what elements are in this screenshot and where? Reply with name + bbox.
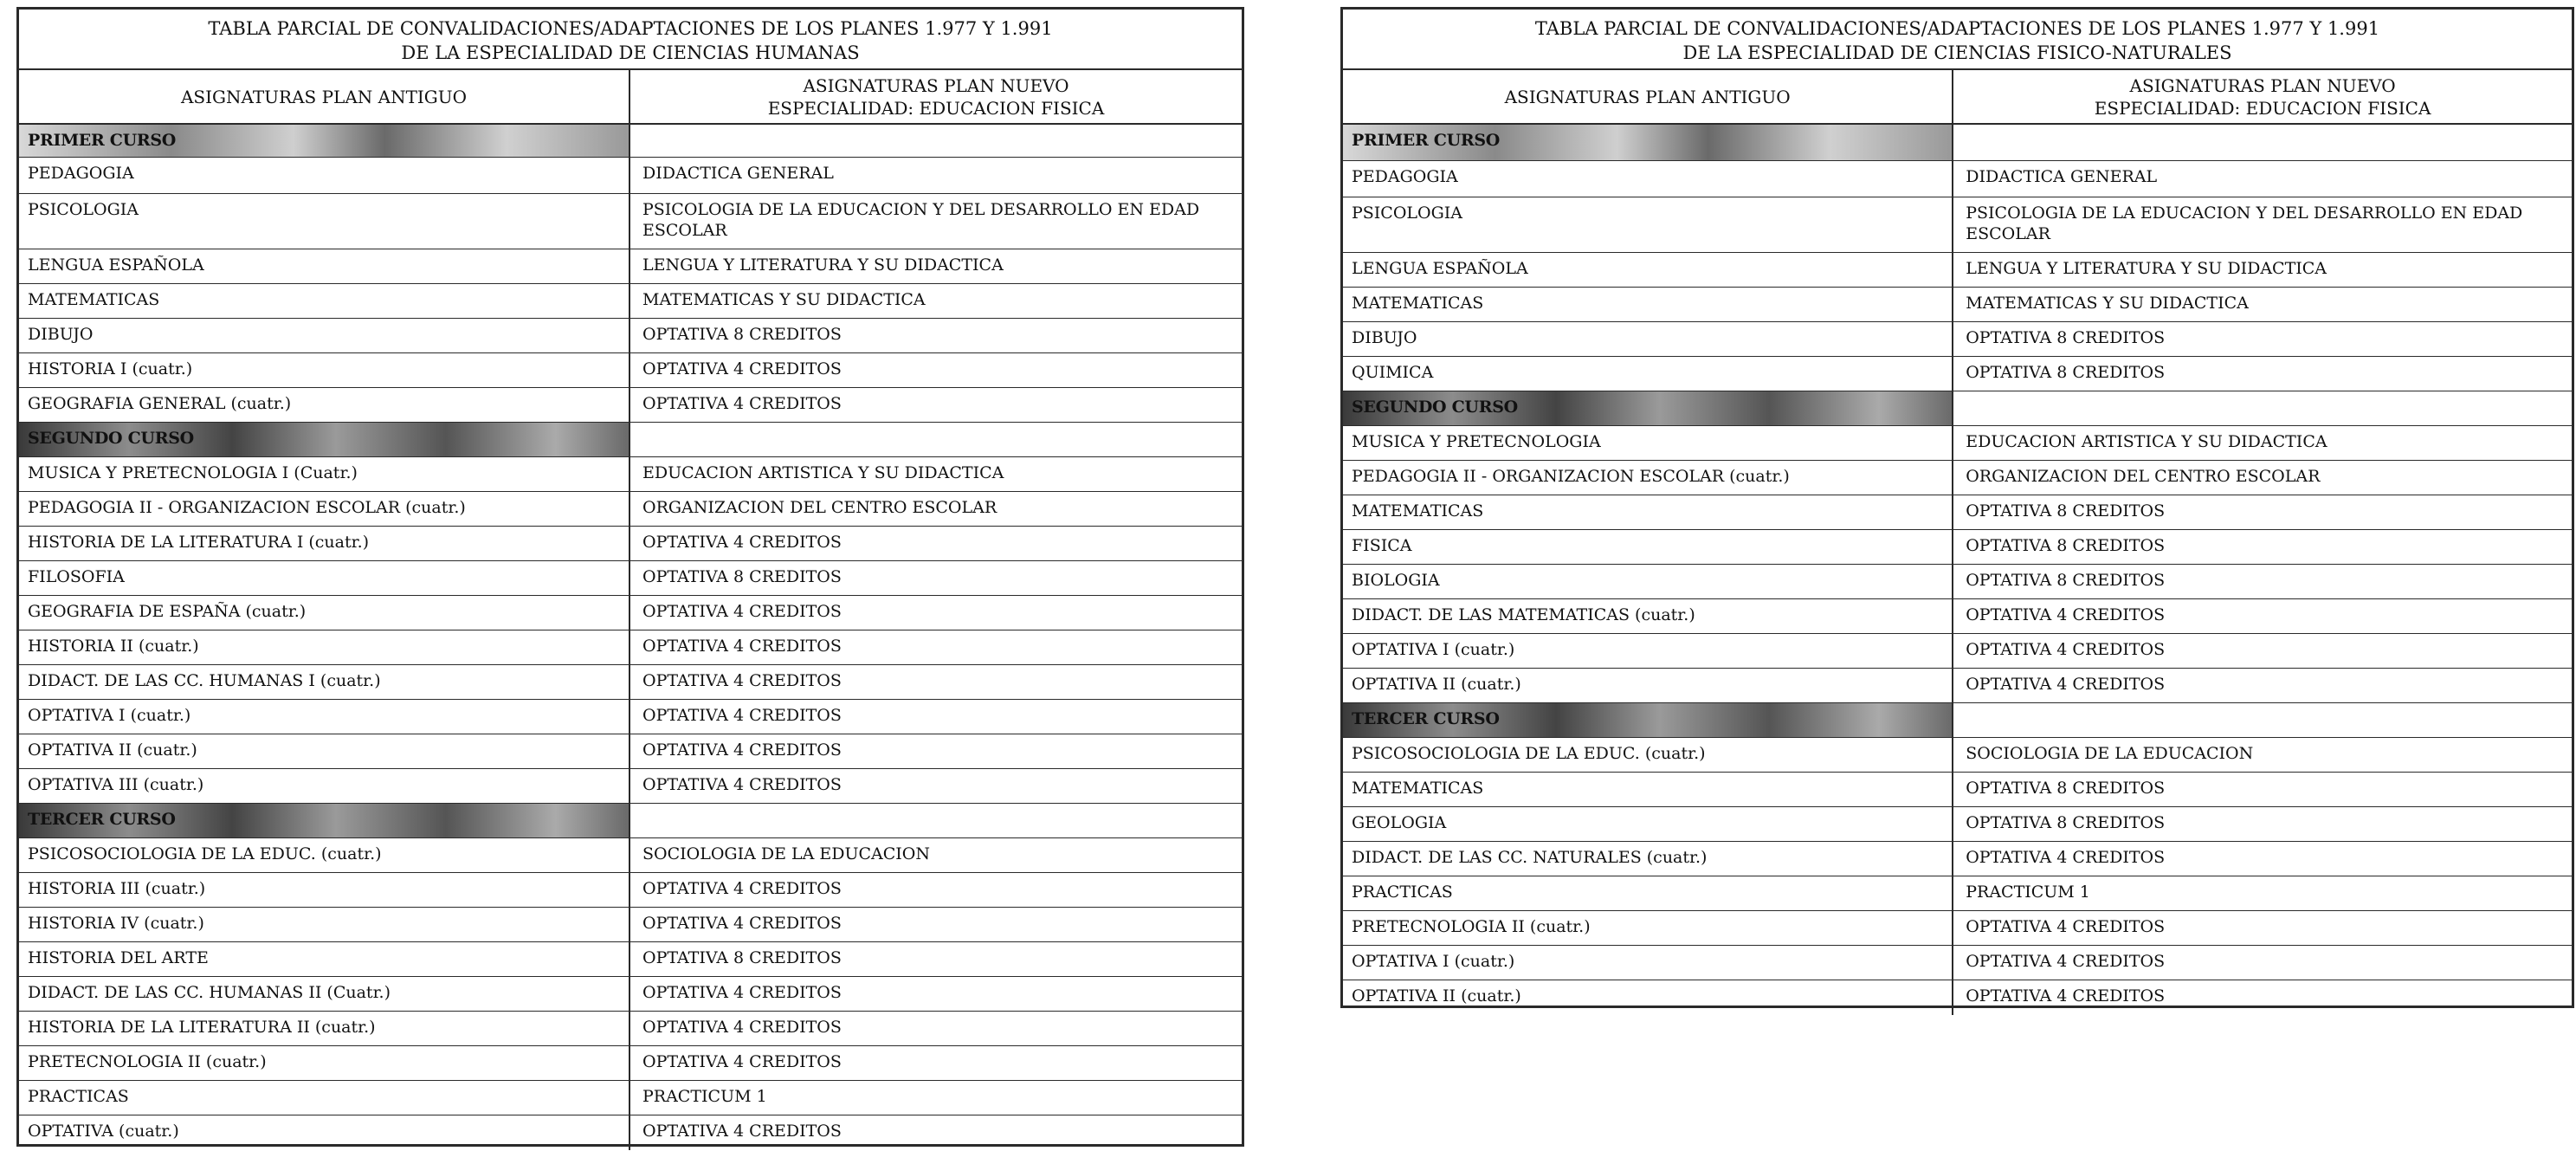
section-row bbox=[1343, 703, 2572, 738]
cell-plan-nuevo bbox=[630, 125, 1242, 157]
table-row bbox=[1343, 161, 2572, 197]
cell-plan-nuevo: EDUCACION ARTISTICA Y SU DIDACTICA bbox=[1966, 432, 2327, 451]
cell-plan-antiguo: HISTORIA II (cuatr.) bbox=[19, 630, 630, 664]
cell-plan-antiguo: BIOLOGIA bbox=[1343, 565, 1953, 598]
table-row bbox=[19, 561, 1242, 596]
section-row bbox=[1343, 391, 2572, 426]
table-row bbox=[1343, 253, 2572, 288]
table-row bbox=[1343, 807, 2572, 842]
cell-plan-nuevo: OPTATIVA 4 CREDITOS bbox=[1966, 986, 2166, 1006]
table-header bbox=[19, 70, 1242, 125]
table-row bbox=[19, 1012, 1242, 1046]
cell-plan-antiguo: PRETECNOLOGIA II (cuatr.) bbox=[1343, 911, 1953, 945]
cell-plan-nuevo: OPTATIVA 8 CREDITOS bbox=[1966, 363, 2166, 382]
cell-plan-antiguo: PSICOLOGIA bbox=[1343, 197, 1953, 252]
cell-plan-nuevo: SOCIOLOGIA DE LA EDUCACION bbox=[642, 844, 930, 863]
cell-plan-nuevo: OPTATIVA 4 CREDITOS bbox=[1966, 605, 2166, 624]
cell-plan-nuevo: DIDACTICA GENERAL bbox=[642, 164, 834, 183]
cell-plan-antiguo: MUSICA Y PRETECNOLOGIA bbox=[1343, 426, 1953, 460]
cell-plan-nuevo: OPTATIVA 4 CREDITOS bbox=[642, 740, 842, 760]
cell-plan-antiguo: PSICOSOCIOLOGIA DE LA EDUC. (cuatr.) bbox=[19, 838, 630, 872]
cell-plan-antiguo: MUSICA Y PRETECNOLOGIA I (Cuatr.) bbox=[19, 457, 630, 491]
header-plan-nuevo-line-1: ASIGNATURAS PLAN NUEVO bbox=[2129, 74, 2396, 96]
header-plan-nuevo bbox=[630, 70, 1242, 123]
cell-plan-nuevo: ORGANIZACION DEL CENTRO ESCOLAR bbox=[1966, 467, 2321, 486]
cell-plan-nuevo: OPTATIVA 4 CREDITOS bbox=[642, 602, 842, 621]
cell-plan-antiguo: HISTORIA DE LA LITERATURA II (cuatr.) bbox=[19, 1012, 630, 1045]
table-row bbox=[19, 769, 1242, 804]
table-row bbox=[1343, 634, 2572, 669]
table-row bbox=[1343, 461, 2572, 495]
table-row bbox=[19, 665, 1242, 700]
cell-plan-nuevo: OPTATIVA 4 CREDITOS bbox=[642, 671, 842, 690]
cell-plan-nuevo: OPTATIVA 8 CREDITOS bbox=[1966, 328, 2166, 347]
cell-plan-antiguo: LENGUA ESPAÑOLA bbox=[1343, 253, 1953, 287]
cell-plan-antiguo: HISTORIA IV (cuatr.) bbox=[19, 908, 630, 941]
cell-plan-antiguo: DIDACT. DE LAS CC. NATURALES (cuatr.) bbox=[1343, 842, 1953, 876]
cell-plan-nuevo: OPTATIVA 8 CREDITOS bbox=[642, 325, 842, 344]
cell-plan-antiguo: PRETECNOLOGIA II (cuatr.) bbox=[19, 1046, 630, 1080]
cell-plan-nuevo: PRACTICUM 1 bbox=[642, 1087, 767, 1106]
cell-plan-antiguo: PEDAGOGIA II - ORGANIZACION ESCOLAR (cuatr.) bbox=[1343, 461, 1953, 495]
table-row bbox=[19, 734, 1242, 769]
table-title bbox=[1343, 10, 2572, 70]
cell-plan-antiguo: MATEMATICAS bbox=[1343, 773, 1953, 806]
title-line-2: DE LA ESPECIALIDAD DE CIENCIAS HUMANAS bbox=[401, 42, 860, 63]
cell-plan-nuevo: OPTATIVA 4 CREDITOS bbox=[642, 394, 842, 413]
table-row bbox=[19, 596, 1242, 630]
cell-plan-antiguo: MATEMATICAS bbox=[19, 284, 630, 318]
table-row bbox=[1343, 738, 2572, 773]
cell-plan-nuevo: ORGANIZACION DEL CENTRO ESCOLAR bbox=[642, 498, 997, 517]
cell-plan-antiguo: OPTATIVA I (cuatr.) bbox=[1343, 634, 1953, 668]
table-row bbox=[1343, 876, 2572, 911]
cell-plan-antiguo: FISICA bbox=[1343, 530, 1953, 564]
table-row bbox=[19, 353, 1242, 388]
cell-plan-antiguo: OPTATIVA II (cuatr.) bbox=[19, 734, 630, 768]
cell-plan-nuevo bbox=[1953, 703, 2572, 737]
cell-plan-antiguo: OPTATIVA II (cuatr.) bbox=[1343, 980, 1953, 1015]
section-row bbox=[19, 804, 1242, 838]
cell-plan-nuevo: PSICOLOGIA DE LA EDUCACION Y DEL DESARROLLO EN EDAD ESCOLAR bbox=[642, 200, 1200, 240]
table-row bbox=[19, 873, 1242, 908]
cell-plan-antiguo: MATEMATICAS bbox=[1343, 495, 1953, 529]
cell-plan-nuevo: SOCIOLOGIA DE LA EDUCACION bbox=[1966, 744, 2254, 763]
section-label: TERCER CURSO bbox=[1343, 703, 1953, 737]
cell-plan-nuevo: PSICOLOGIA DE LA EDUCACION Y DEL DESARROLLO EN EDAD ESCOLAR bbox=[1966, 204, 2523, 243]
table-row bbox=[19, 457, 1242, 492]
title-line-1: TABLA PARCIAL DE CONVALIDACIONES/ADAPTACIONES DE LOS PLANES 1.977 Y 1.991 bbox=[208, 18, 1053, 39]
cell-plan-antiguo: OPTATIVA (cuatr.) bbox=[19, 1115, 630, 1150]
cell-plan-antiguo: PEDAGOGIA II - ORGANIZACION ESCOLAR (cuatr.) bbox=[19, 492, 630, 526]
cell-plan-nuevo: OPTATIVA 4 CREDITOS bbox=[642, 533, 842, 552]
table-row bbox=[19, 838, 1242, 873]
cell-plan-antiguo: PRACTICAS bbox=[1343, 876, 1953, 910]
header-plan-nuevo-line-2: ESPECIALIDAD: EDUCACION FISICA bbox=[2094, 97, 2431, 119]
table-row bbox=[19, 249, 1242, 284]
cell-plan-nuevo: PRACTICUM 1 bbox=[1966, 883, 2090, 902]
table-row bbox=[19, 700, 1242, 734]
cell-plan-nuevo: OPTATIVA 4 CREDITOS bbox=[642, 1122, 842, 1141]
cell-plan-nuevo: OPTATIVA 8 CREDITOS bbox=[1966, 813, 2166, 832]
table-body bbox=[1343, 125, 2572, 1015]
cell-plan-antiguo: HISTORIA III (cuatr.) bbox=[19, 873, 630, 907]
table-row bbox=[1343, 842, 2572, 876]
cell-plan-nuevo: OPTATIVA 8 CREDITOS bbox=[1966, 779, 2166, 798]
section-row bbox=[19, 125, 1242, 158]
table-row bbox=[1343, 322, 2572, 357]
cell-plan-antiguo: PEDAGOGIA bbox=[1343, 161, 1953, 197]
table-row bbox=[19, 319, 1242, 353]
table-row bbox=[19, 388, 1242, 423]
cell-plan-nuevo: OPTATIVA 4 CREDITOS bbox=[642, 637, 842, 656]
cell-plan-antiguo: GEOLOGIA bbox=[1343, 807, 1953, 841]
table-row bbox=[19, 158, 1242, 194]
cell-plan-antiguo: DIBUJO bbox=[19, 319, 630, 352]
table-row bbox=[19, 1115, 1242, 1150]
cell-plan-antiguo: MATEMATICAS bbox=[1343, 288, 1953, 321]
table-row bbox=[19, 492, 1242, 527]
cell-plan-antiguo: OPTATIVA II (cuatr.) bbox=[1343, 669, 1953, 702]
cell-plan-antiguo: LENGUA ESPAÑOLA bbox=[19, 249, 630, 283]
section-label: PRIMER CURSO bbox=[1343, 125, 1953, 160]
cell-plan-antiguo: HISTORIA DEL ARTE bbox=[19, 942, 630, 976]
table-row bbox=[1343, 197, 2572, 253]
table-row bbox=[1343, 495, 2572, 530]
table-row bbox=[19, 527, 1242, 561]
cell-plan-antiguo: DIDACT. DE LAS CC. HUMANAS I (cuatr.) bbox=[19, 665, 630, 699]
cell-plan-nuevo: OPTATIVA 4 CREDITOS bbox=[642, 775, 842, 794]
table-row bbox=[19, 284, 1242, 319]
table-row bbox=[1343, 288, 2572, 322]
cell-plan-nuevo: OPTATIVA 8 CREDITOS bbox=[1966, 571, 2166, 590]
table-ciencias-fisico-naturales bbox=[1340, 7, 2574, 1008]
cell-plan-nuevo bbox=[1953, 391, 2572, 425]
cell-plan-antiguo: HISTORIA DE LA LITERATURA I (cuatr.) bbox=[19, 527, 630, 560]
table-row bbox=[19, 977, 1242, 1012]
cell-plan-nuevo: OPTATIVA 4 CREDITOS bbox=[1966, 848, 2166, 867]
table-row bbox=[1343, 599, 2572, 634]
cell-plan-antiguo: PEDAGOGIA bbox=[19, 158, 630, 193]
section-row bbox=[19, 423, 1242, 457]
section-label: TERCER CURSO bbox=[19, 804, 630, 837]
cell-plan-nuevo: MATEMATICAS Y SU DIDACTICA bbox=[1966, 294, 2249, 313]
cell-plan-nuevo: OPTATIVA 8 CREDITOS bbox=[642, 948, 842, 967]
cell-plan-nuevo: OPTATIVA 4 CREDITOS bbox=[642, 1052, 842, 1071]
table-body bbox=[19, 125, 1242, 1150]
table-row bbox=[1343, 357, 2572, 391]
header-plan-nuevo-line-1: ASIGNATURAS PLAN NUEVO bbox=[803, 74, 1069, 96]
cell-plan-nuevo: OPTATIVA 4 CREDITOS bbox=[642, 914, 842, 933]
table-row bbox=[1343, 946, 2572, 980]
cell-plan-nuevo: OPTATIVA 4 CREDITOS bbox=[1966, 917, 2166, 936]
cell-plan-nuevo: OPTATIVA 8 CREDITOS bbox=[1966, 501, 2166, 521]
table-title bbox=[19, 10, 1242, 70]
cell-plan-antiguo: DIDACT. DE LAS CC. HUMANAS II (Cuatr.) bbox=[19, 977, 630, 1011]
title-line-2: DE LA ESPECIALIDAD DE CIENCIAS FISICO-NATURALES bbox=[1682, 42, 2232, 63]
cell-plan-nuevo: OPTATIVA 4 CREDITOS bbox=[642, 983, 842, 1002]
cell-plan-nuevo: OPTATIVA 4 CREDITOS bbox=[642, 706, 842, 725]
section-label: PRIMER CURSO bbox=[19, 125, 630, 157]
header-plan-nuevo-line-2: ESPECIALIDAD: EDUCACION FISICA bbox=[767, 97, 1105, 119]
cell-plan-antiguo: DIBUJO bbox=[1343, 322, 1953, 356]
header-plan-antiguo: ASIGNATURAS PLAN ANTIGUO bbox=[1343, 70, 1953, 123]
cell-plan-nuevo bbox=[630, 423, 1242, 456]
cell-plan-nuevo: OPTATIVA 4 CREDITOS bbox=[642, 879, 842, 898]
table-header bbox=[1343, 70, 2572, 125]
cell-plan-antiguo: PSICOSOCIOLOGIA DE LA EDUC. (cuatr.) bbox=[1343, 738, 1953, 772]
table-row bbox=[19, 942, 1242, 977]
table-row bbox=[1343, 911, 2572, 946]
table-row bbox=[19, 194, 1242, 249]
cell-plan-antiguo: HISTORIA I (cuatr.) bbox=[19, 353, 630, 387]
cell-plan-nuevo: OPTATIVA 4 CREDITOS bbox=[1966, 675, 2166, 694]
cell-plan-antiguo: DIDACT. DE LAS MATEMATICAS (cuatr.) bbox=[1343, 599, 1953, 633]
cell-plan-antiguo: FILOSOFIA bbox=[19, 561, 630, 595]
cell-plan-antiguo: OPTATIVA I (cuatr.) bbox=[19, 700, 630, 734]
cell-plan-nuevo: OPTATIVA 4 CREDITOS bbox=[642, 1018, 842, 1037]
cell-plan-nuevo: OPTATIVA 8 CREDITOS bbox=[642, 567, 842, 586]
cell-plan-nuevo: OPTATIVA 4 CREDITOS bbox=[1966, 640, 2166, 659]
table-row bbox=[19, 1046, 1242, 1081]
section-label: SEGUNDO CURSO bbox=[19, 423, 630, 456]
table-row bbox=[19, 908, 1242, 942]
table-row bbox=[1343, 669, 2572, 703]
cell-plan-antiguo: GEOGRAFIA DE ESPAÑA (cuatr.) bbox=[19, 596, 630, 630]
cell-plan-nuevo: DIDACTICA GENERAL bbox=[1966, 167, 2158, 186]
cell-plan-nuevo: LENGUA Y LITERATURA Y SU DIDACTICA bbox=[642, 255, 1004, 275]
cell-plan-nuevo: OPTATIVA 4 CREDITOS bbox=[642, 359, 842, 378]
cell-plan-nuevo: EDUCACION ARTISTICA Y SU DIDACTICA bbox=[642, 463, 1004, 482]
cell-plan-antiguo: PRACTICAS bbox=[19, 1081, 630, 1115]
table-row bbox=[19, 630, 1242, 665]
cell-plan-antiguo: OPTATIVA III (cuatr.) bbox=[19, 769, 630, 803]
header-plan-nuevo bbox=[1953, 70, 2572, 123]
section-row bbox=[1343, 125, 2572, 161]
header-plan-antiguo: ASIGNATURAS PLAN ANTIGUO bbox=[19, 70, 630, 123]
table-row bbox=[1343, 426, 2572, 461]
table-row bbox=[19, 1081, 1242, 1115]
cell-plan-nuevo bbox=[630, 804, 1242, 837]
cell-plan-nuevo: OPTATIVA 8 CREDITOS bbox=[1966, 536, 2166, 555]
cell-plan-antiguo: QUIMICA bbox=[1343, 357, 1953, 391]
cell-plan-nuevo: LENGUA Y LITERATURA Y SU DIDACTICA bbox=[1966, 259, 2327, 278]
title-line-1: TABLA PARCIAL DE CONVALIDACIONES/ADAPTACIONES DE LOS PLANES 1.977 Y 1.991 bbox=[1534, 18, 2380, 39]
cell-plan-nuevo bbox=[1953, 125, 2572, 160]
table-row bbox=[1343, 565, 2572, 599]
cell-plan-nuevo: OPTATIVA 4 CREDITOS bbox=[1966, 952, 2166, 971]
section-label: SEGUNDO CURSO bbox=[1343, 391, 1953, 425]
cell-plan-antiguo: GEOGRAFIA GENERAL (cuatr.) bbox=[19, 388, 630, 422]
table-row bbox=[1343, 980, 2572, 1015]
cell-plan-nuevo: MATEMATICAS Y SU DIDACTICA bbox=[642, 290, 926, 309]
table-ciencias-humanas bbox=[16, 7, 1244, 1147]
cell-plan-antiguo: OPTATIVA I (cuatr.) bbox=[1343, 946, 1953, 980]
cell-plan-antiguo: PSICOLOGIA bbox=[19, 194, 630, 249]
table-row bbox=[1343, 773, 2572, 807]
table-row bbox=[1343, 530, 2572, 565]
